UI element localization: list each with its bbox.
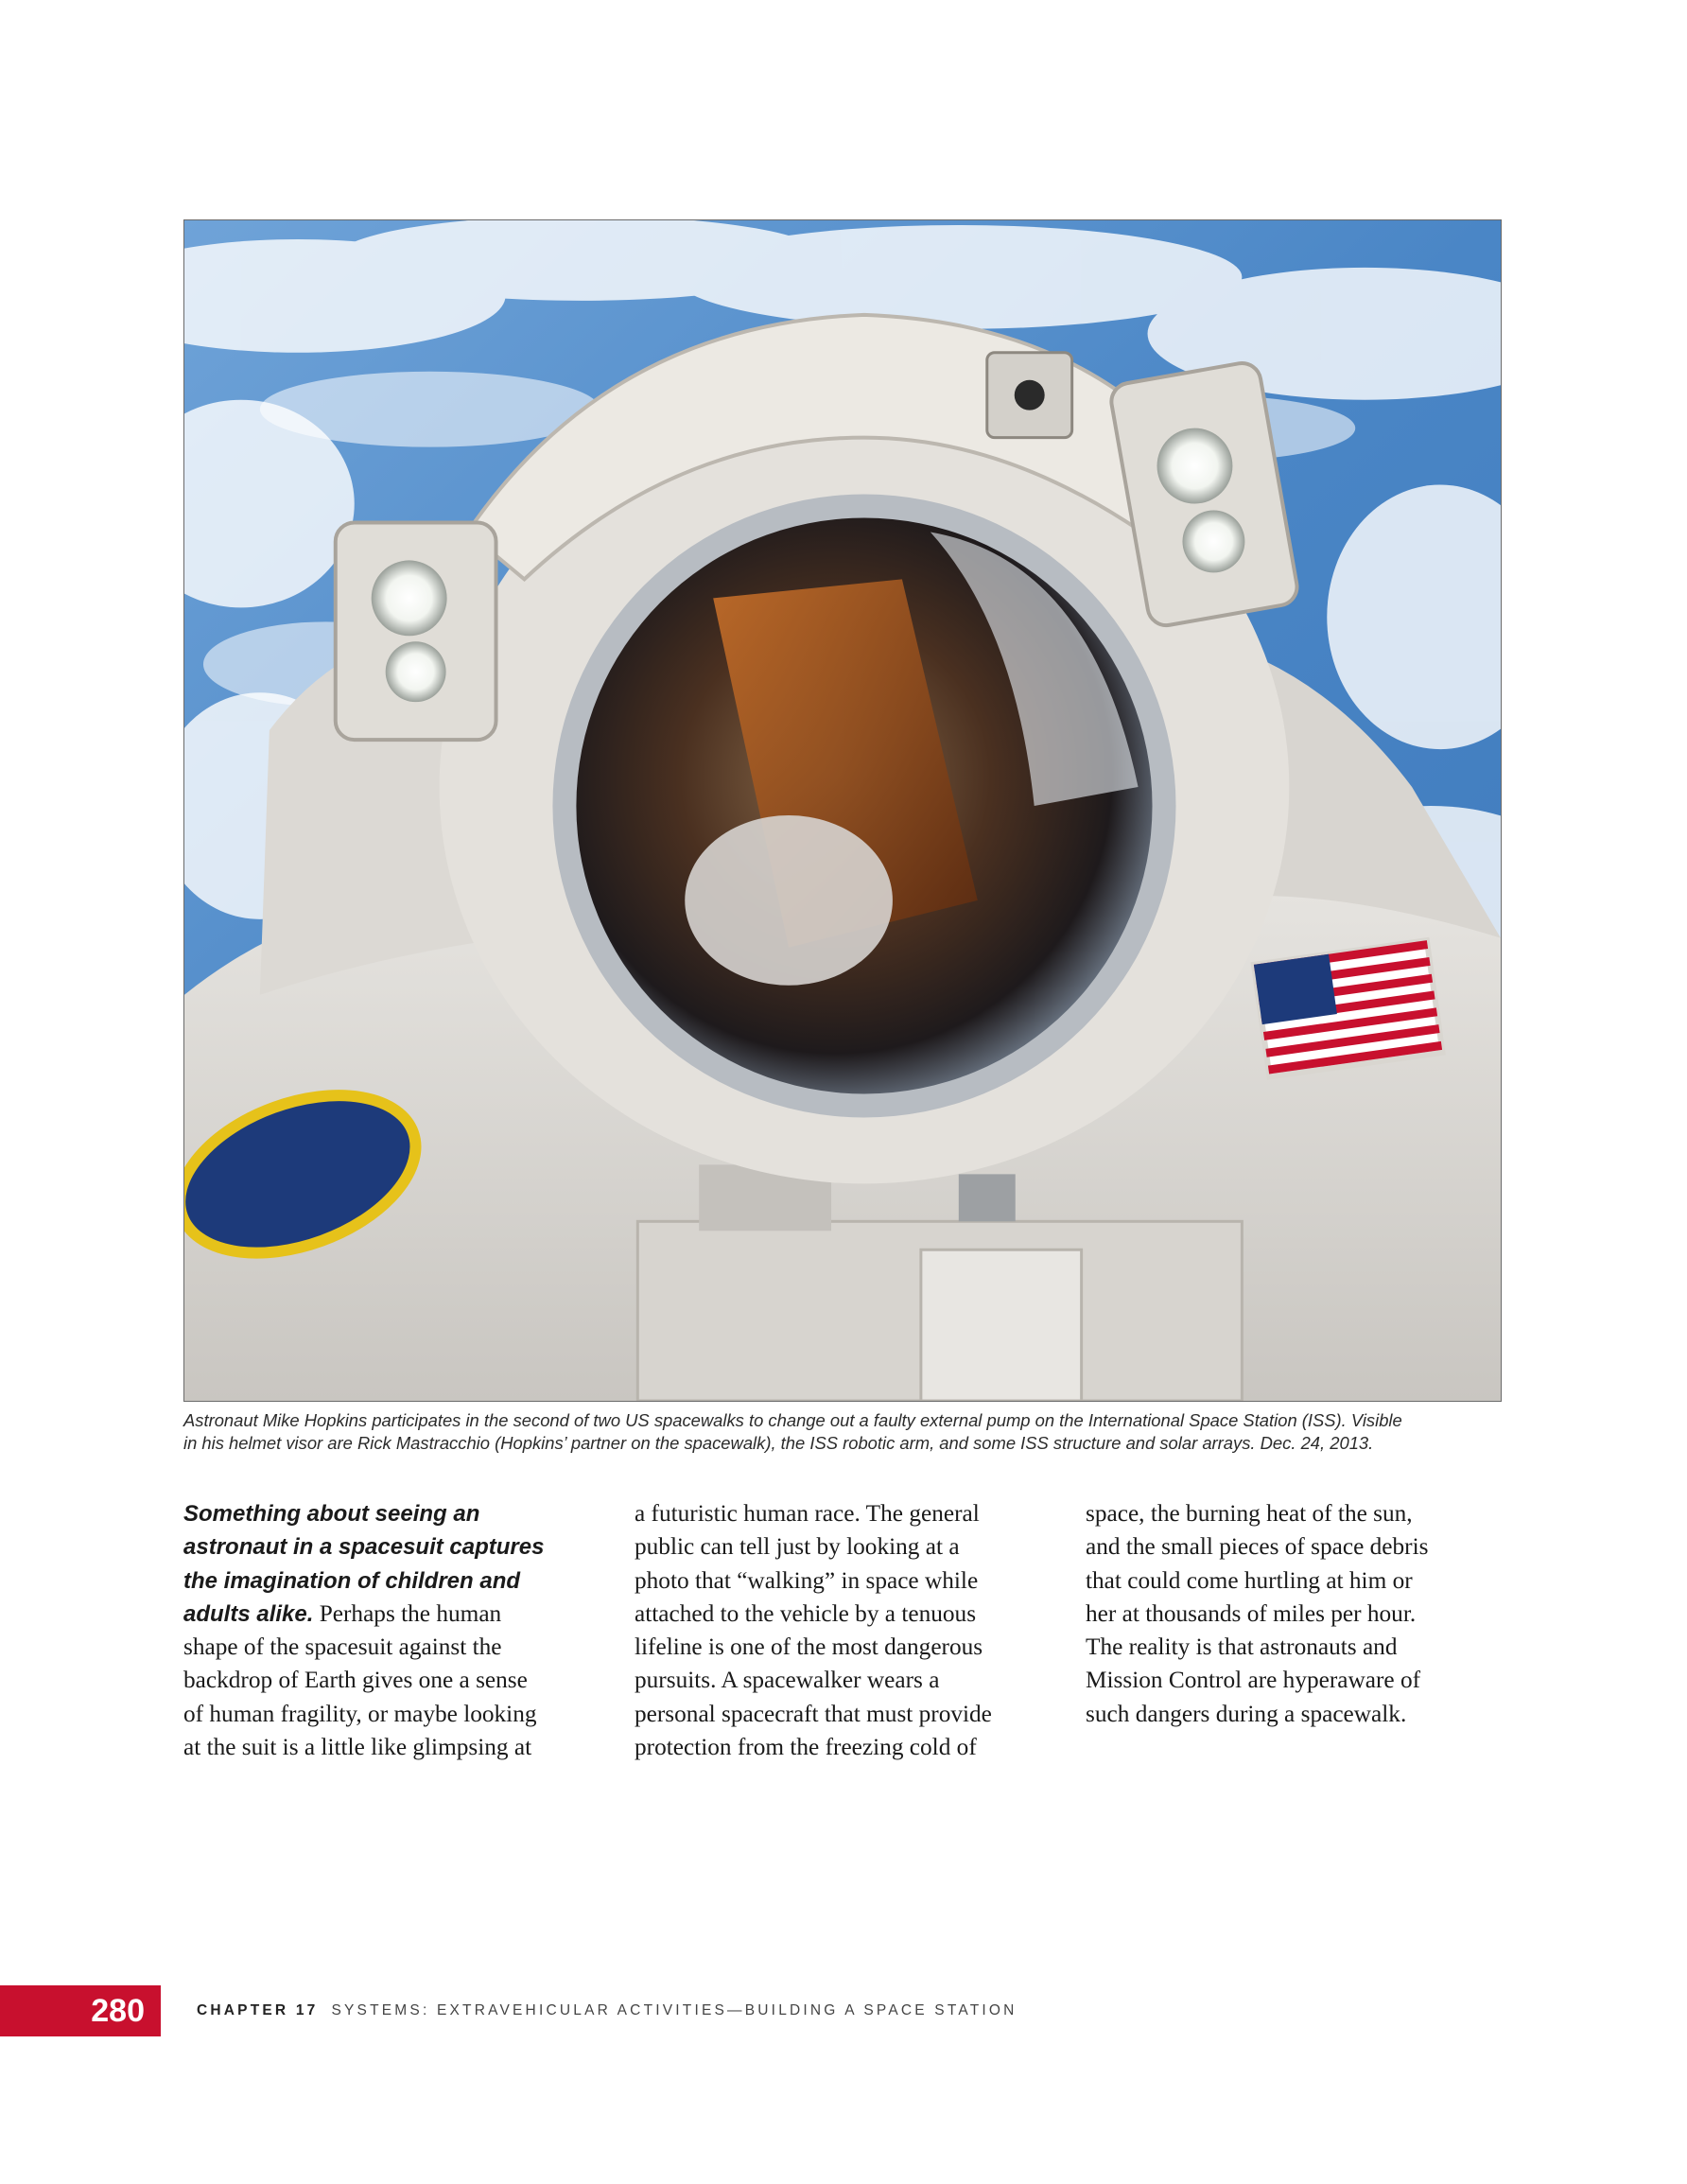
body-line: and the small pieces of space debris — [1086, 1533, 1429, 1561]
body-line — [183, 1598, 609, 1631]
body-line: backdrop of Earth gives one a sense — [183, 1667, 528, 1694]
body-column-3 — [1086, 1497, 1511, 1731]
caption-line: in his helmet visor are Rick Mastracchio (Hopkins’ partner on the spacewalk), the ISS robotic arm, and some ISS structure and solar arrays. Dec. 24, 2013. — [183, 1433, 1374, 1453]
body-line: such dangers during a spacewalk. — [1086, 1700, 1407, 1727]
lead-in-text: astronaut in a spacesuit captures — [183, 1534, 545, 1561]
body-line: at the suit is a little like glimpsing at — [183, 1734, 532, 1761]
astronaut-illustration — [184, 220, 1501, 1401]
running-footer — [197, 2002, 1017, 2019]
body-line: a futuristic human race. The general — [635, 1500, 980, 1527]
body-line: personal spacecraft that must provide — [635, 1700, 992, 1727]
photo-caption — [183, 1409, 1507, 1455]
body-line: her at thousands of miles per hour. — [1086, 1599, 1417, 1627]
body-line: photo that “walking” in space while — [635, 1566, 979, 1594]
body-text: Perhaps the human — [313, 1599, 502, 1627]
lead-in-text: adults alike. — [183, 1600, 314, 1627]
chapter-title: SYSTEMS: EXTRAVEHICULAR ACTIVITIES—BUILDING A SPACE STATION — [331, 2002, 1017, 2018]
body-line: pursuits. A spacewalker wears a — [635, 1667, 940, 1694]
body-line: lifeline is one of the most dangerous — [635, 1634, 983, 1661]
page-number: 280 — [91, 1992, 145, 2029]
body-line: public can tell just by looking at a — [635, 1533, 960, 1561]
body-line: The reality is that astronauts and — [1086, 1634, 1398, 1661]
body-line: space, the burning heat of the sun, — [1086, 1500, 1413, 1527]
body-line: of human fragility, or maybe looking — [183, 1700, 537, 1727]
chapter-label: CHAPTER 17 — [197, 2002, 319, 2018]
body-line: attached to the vehicle by a tenuous — [635, 1599, 977, 1627]
astronaut-photo — [183, 219, 1502, 1402]
body-column-2 — [635, 1497, 1060, 1764]
page-number-tab — [0, 1985, 161, 2036]
body-line: shape of the spacesuit against the — [183, 1634, 502, 1661]
lead-in-text: the imagination of children and — [183, 1567, 521, 1594]
body-line: protection from the freezing cold of — [635, 1734, 977, 1761]
caption-line: Astronaut Mike Hopkins participates in the second of two US spacewalks to change out a faulty external pump on the International Space Station (ISS). Visible — [183, 1410, 1402, 1430]
body-column-1 — [183, 1497, 609, 1764]
lead-in-text: Something about seeing an — [183, 1501, 480, 1527]
body-line: that could come hurtling at him or — [1086, 1566, 1413, 1594]
body-line: Mission Control are hyperaware of — [1086, 1667, 1421, 1694]
